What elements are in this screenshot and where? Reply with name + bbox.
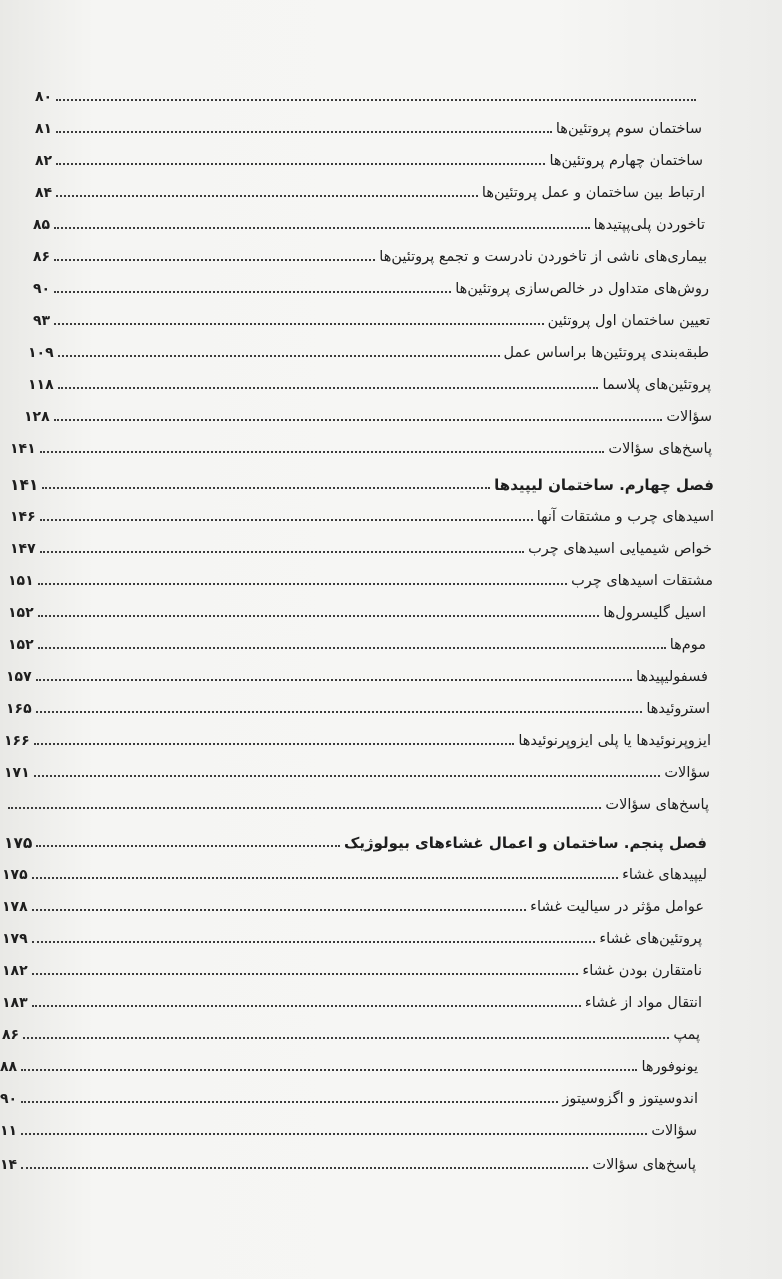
- toc-entry: [2, 1016, 700, 1044]
- toc-entry-label: پروتئین‌های غشاء: [599, 931, 702, 947]
- toc-entry-label: استروئیدها: [646, 701, 710, 717]
- toc-entry-label: پاسخ‌های سؤالات: [592, 1157, 696, 1173]
- toc-entry: [35, 78, 700, 106]
- dot-leader: [8, 807, 601, 809]
- toc-entry-page: ۸۴: [35, 185, 53, 201]
- dot-leader: [32, 973, 579, 975]
- dot-leader: [32, 1005, 581, 1007]
- toc-entry: [2, 888, 704, 916]
- toc-entry: [4, 754, 710, 782]
- toc-chapter-heading: [10, 466, 714, 494]
- dot-leader: [56, 131, 552, 133]
- toc-entry-page: ۸۲: [35, 153, 53, 169]
- toc-entry: [35, 174, 705, 202]
- dot-leader: [38, 615, 600, 617]
- toc-entry-label: طبقه‌بندی پروتئین‌ها براساس عمل: [503, 345, 709, 361]
- dot-leader: [58, 355, 500, 357]
- dot-leader: [36, 679, 632, 681]
- toc-entry-page: ۱۵۷: [6, 669, 32, 685]
- toc-entry: [24, 398, 712, 426]
- toc-entry: [8, 562, 713, 590]
- toc-entry: [10, 530, 712, 558]
- dot-leader: [36, 711, 643, 713]
- toc-entry-page: ۱۴۶: [10, 509, 36, 525]
- toc-entry-label: مشتقات اسیدهای چرب: [571, 573, 713, 589]
- dot-leader: [56, 99, 696, 101]
- toc-entry: [0, 1146, 696, 1174]
- toc-entry-page: ۱۷۸: [2, 899, 28, 915]
- toc-entry-page: ۱۷۵: [4, 834, 33, 852]
- toc-entry-page: ۱۶۶: [4, 733, 30, 749]
- toc-entry-page: ۱۸۳: [2, 995, 28, 1011]
- toc-entry-label: پمپ: [673, 1027, 700, 1043]
- toc-entry-label: خواص شیمیایی اسیدهای چرب: [528, 541, 712, 557]
- toc-entry-page: ۹۳: [33, 313, 51, 329]
- toc-entry-label: ساختمان چهارم پروتئین‌ها: [549, 153, 703, 169]
- dot-leader: [54, 291, 451, 293]
- toc-entry-page: ۱۵۲: [8, 637, 34, 653]
- toc-entry: [0, 1048, 698, 1076]
- dot-leader: [36, 845, 340, 847]
- toc-entry-label: اندوسیتوز و اگزوسیتوز: [562, 1091, 698, 1107]
- toc-entry: [33, 270, 709, 298]
- toc-entry-label: اسیل گلیسرول‌ها: [603, 605, 706, 621]
- toc-entry-label: ساختمان سوم پروتئین‌ها: [555, 121, 702, 137]
- toc-entry-page: ۱۷۱: [4, 765, 30, 781]
- toc-chapter-heading: [4, 824, 707, 852]
- toc-entry-label: ایزوپرنوئیدها یا پلی ایزوپرنوئیدها: [518, 733, 711, 749]
- toc-entry: [28, 366, 711, 394]
- toc-entry-label: پاسخ‌های سؤالات: [605, 797, 709, 813]
- toc-entry: [2, 984, 702, 1012]
- toc-entry-label: سؤالات: [651, 1123, 697, 1139]
- dot-leader: [38, 583, 567, 585]
- dot-leader: [34, 743, 515, 745]
- toc-entry-page: ۱۲۸: [24, 409, 50, 425]
- toc-entry: [35, 142, 703, 170]
- toc-entry-page: ۸۶: [33, 249, 51, 265]
- toc-entry-page: ۱۴۱: [10, 476, 39, 494]
- toc-entry-label: تعیین ساختمان اول پروتئین: [547, 313, 710, 329]
- toc-entry: [28, 334, 709, 362]
- toc-entry: [2, 952, 702, 980]
- toc-entry: [10, 430, 712, 458]
- toc-entry: [2, 920, 702, 948]
- toc-entry-page: ۱۷۹: [2, 931, 28, 947]
- toc-entry-page: ۱۱۸: [28, 377, 54, 393]
- toc-entry: [6, 658, 708, 686]
- dot-leader: [40, 551, 525, 553]
- toc-entry-label: پروتئین‌های پلاسما: [602, 377, 711, 393]
- toc-entry-label: بیماری‌های ناشی از تاخوردن نادرست و تجمع پروتئین‌ها: [379, 249, 707, 265]
- toc-entry-label: سؤالات: [664, 765, 710, 781]
- dot-leader: [21, 1069, 637, 1071]
- dot-leader: [54, 259, 375, 261]
- toc-entry-label: یونوفورها: [641, 1059, 698, 1075]
- toc-entry-label: سؤالات: [666, 409, 712, 425]
- dot-leader: [54, 419, 663, 421]
- toc-entry-label: پاسخ‌های سؤالات: [608, 441, 712, 457]
- toc-entry-page: ۹۰: [33, 281, 51, 297]
- toc-entry-page: ۹۰: [0, 1091, 18, 1107]
- toc-entry-page: ۱۷۵: [2, 867, 28, 883]
- toc-entry: [33, 238, 707, 266]
- dot-leader: [54, 227, 590, 229]
- toc-entry-page: ۸۱: [35, 121, 53, 137]
- toc-entry: [0, 1112, 697, 1140]
- toc-entry-label: عوامل مؤثر در سیالیت غشاء: [530, 899, 704, 915]
- toc-entry: [8, 626, 706, 654]
- toc-entry-label: انتقال مواد از غشاء: [584, 995, 702, 1011]
- toc-entry-page: ۸۰: [35, 89, 53, 105]
- dot-leader: [56, 163, 545, 165]
- dot-leader: [32, 941, 596, 943]
- dot-leader: [32, 877, 618, 879]
- dot-leader: [23, 1037, 669, 1039]
- dot-leader: [21, 1101, 558, 1103]
- toc-entry-label: تاخوردن پلی‌پپتیدها: [593, 217, 705, 233]
- toc-chapter-title: فصل پنجم. ساختمان و اعمال غشاءهای بیولوژیک: [344, 834, 707, 852]
- toc-entry-page: ۱۶۵: [6, 701, 32, 717]
- dot-leader: [21, 1133, 647, 1135]
- toc-entry: [2, 856, 707, 884]
- dot-leader: [58, 387, 599, 389]
- toc-entry-page: ۸۶: [2, 1027, 20, 1043]
- dot-leader: [56, 195, 478, 197]
- dot-leader: [21, 1167, 588, 1169]
- toc-entry: [10, 498, 714, 526]
- toc-entry: [33, 206, 705, 234]
- toc-entry-label: لیپیدهای غشاء: [622, 867, 707, 883]
- dot-leader: [40, 451, 605, 453]
- toc-entry-page: ۸۸: [0, 1059, 18, 1075]
- toc-entry-label: موم‌ها: [669, 637, 706, 653]
- toc-entry-label: ارتباط بین ساختمان و عمل پروتئین‌ها: [481, 185, 705, 201]
- toc-entry-label: نامتقارن بودن غشاء: [582, 963, 702, 979]
- toc-entry-label: فسفولیپیدها: [636, 669, 708, 685]
- toc-entry: [33, 302, 710, 330]
- dot-leader: [38, 647, 666, 649]
- toc-entry: [35, 110, 702, 138]
- toc-entry-page: ۱۸۲: [2, 963, 28, 979]
- toc-entry-page: ۱۴۱: [10, 441, 36, 457]
- toc-entry-page: ۱۵۱: [8, 573, 34, 589]
- toc-entry: [4, 722, 711, 750]
- dot-leader: [32, 909, 527, 911]
- toc-entry-page: ۱۵۲: [8, 605, 34, 621]
- dot-leader: [54, 323, 543, 325]
- toc-entry-label: اسیدهای چرب و مشتقات آنها: [536, 509, 714, 525]
- dot-leader: [40, 519, 533, 521]
- toc-chapter-title: فصل چهارم. ساختمان لیپیدها: [494, 476, 714, 494]
- toc-entry: [6, 690, 710, 718]
- toc-entry: [4, 786, 709, 814]
- toc-entry-page: ۱۰۹: [28, 345, 54, 361]
- toc-entry-page: ۱۴۷: [10, 541, 36, 557]
- toc-entry: [0, 1080, 698, 1108]
- toc-entry-page: ۱۴: [0, 1157, 18, 1173]
- toc-entry: [8, 594, 706, 622]
- toc-entry-page: ۱۱: [0, 1123, 18, 1139]
- dot-leader: [34, 775, 661, 777]
- toc-entry-page: ۸۵: [33, 217, 51, 233]
- toc-entry-label: روش‌های متداول در خالص‌سازی پروتئین‌ها: [455, 281, 709, 297]
- dot-leader: [42, 487, 490, 489]
